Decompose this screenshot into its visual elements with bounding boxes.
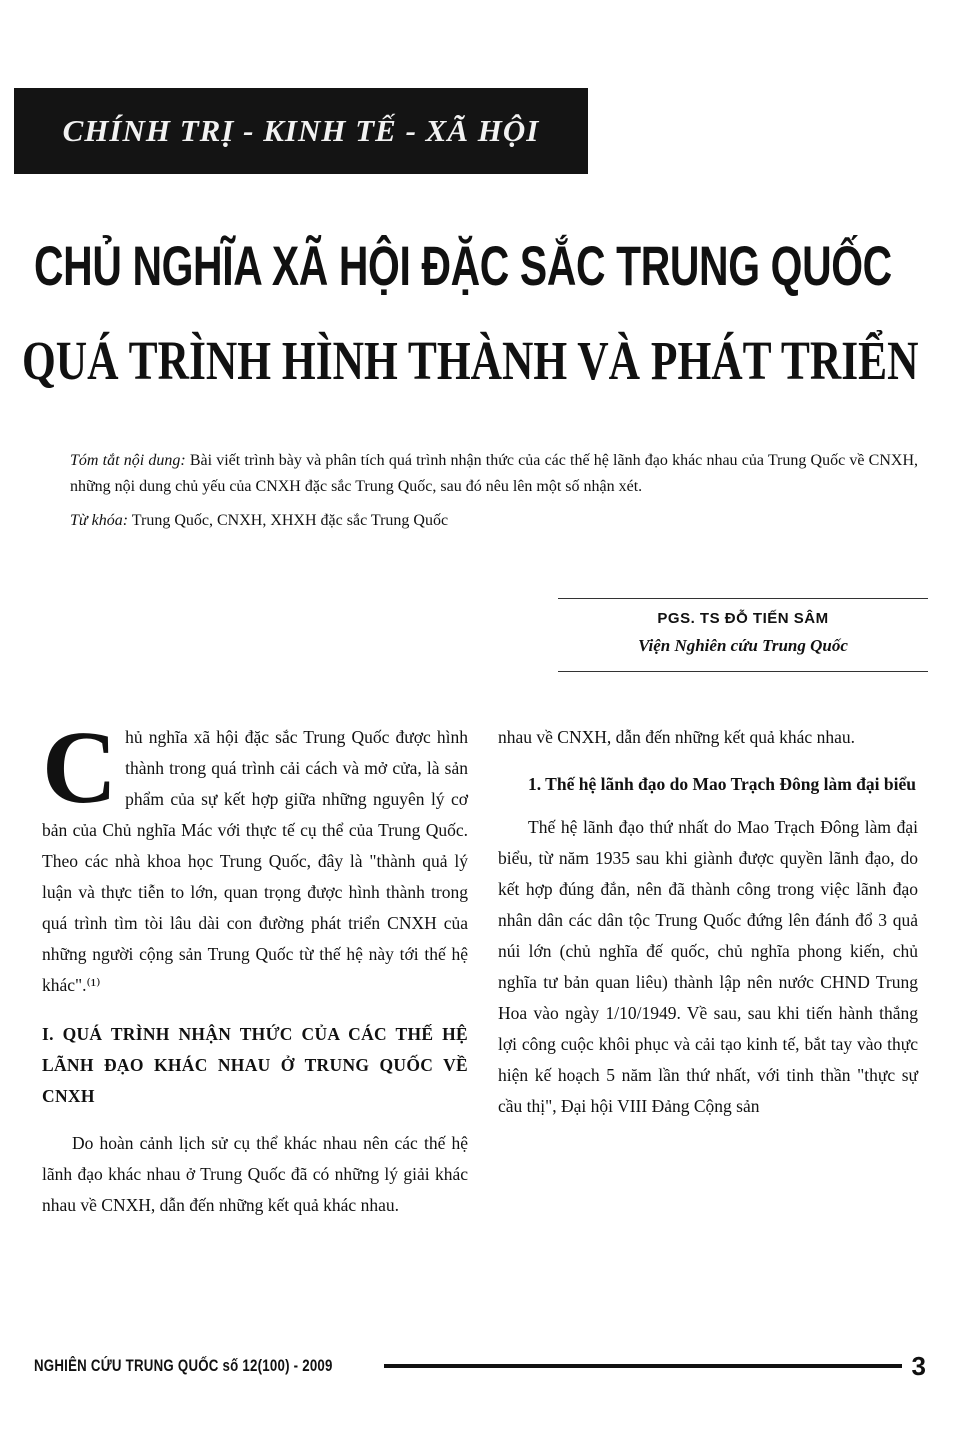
abstract-block	[70, 448, 918, 534]
author-institution: Viện Nghiên cứu Trung Quốc	[638, 636, 848, 655]
intro-text: hủ nghĩa xã hội đặc sắc Trung Quốc được hình thành trong quá trình cải cách và mở cửa, là sản phẩm của sự kết hợp giữa những nguyên lý cơ bản của Chủ nghĩa Mác với thực tế cụ thể của Trung Quốc. Theo các nhà khoa học Trung Quốc, đây là "thành quả lý luận và thực tiễn to lớn, quan trọng được hình thành trong quá trình tìm tòi lâu dài con đường phát triển CNXH của những người cộng sản Trung Quốc từ thế hệ này tới thế hệ khác".⁽¹⁾	[42, 727, 468, 995]
footer-rule	[384, 1364, 902, 1368]
journal-name: NGHIÊN CỨU TRUNG QUỐC số 12(100) - 2009	[34, 1356, 333, 1375]
article-title-line2: QUÁ TRÌNH HÌNH THÀNH VÀ PHÁT TRIỂN	[22, 330, 919, 391]
abstract-text: Bài viết trình bày và phân tích quá trình nhận thức của các thế hệ lãnh đạo khác nhau của Trung Quốc về CNXH, những nội dung chủ yếu của CNXH đặc sắc Trung Quốc, sau đó nêu lên một số nhận xét.	[70, 452, 918, 495]
article-title-line1: CHỦ NGHĨA XÃ HỘI ĐẶC SẮC TRUNG QUỐC	[34, 234, 892, 297]
intro-paragraph	[42, 710, 468, 1001]
body-column-left	[42, 710, 468, 1221]
page-footer	[34, 1348, 926, 1384]
subsection-heading-1: 1. Thế hệ lãnh đạo do Mao Trạch Đông làm đại biểu	[528, 774, 916, 794]
paragraph-2-continued: nhau về CNXH, dẫn đến những kết quả khác nhau.	[498, 727, 855, 747]
author-name: PGS. TS ĐỖ TIẾN SÂM	[657, 610, 829, 627]
paragraph-2: Do hoàn cảnh lịch sử cụ thể khác nhau nên các thế hệ lãnh đạo khác nhau ở Trung Quốc đã có những lý giải khác nhau về CNXH, dẫn đến những kết quả khác nhau.	[42, 1133, 468, 1215]
page-number: 3	[911, 1350, 926, 1381]
abstract	[70, 448, 918, 500]
abstract-label: Tóm tắt nội dung:	[70, 452, 186, 469]
keywords-text: Trung Quốc, CNXH, XHXH đặc sắc Trung Quốc	[131, 512, 449, 529]
keywords-label: Từ khóa:	[70, 512, 129, 529]
drop-cap: C	[42, 710, 118, 825]
paragraph-3: Thế hệ lãnh đạo thứ nhất do Mao Trạch Đông làm đại biểu, từ năm 1935 sau khi giành được quyền lãnh đạo, do kết hợp đúng đắn, nên đã thành công trong việc lãnh đạo nhân dân các dân tộc Trung Quốc đứng lên đánh đổ 3 quả núi lớn (chủ nghĩa đế quốc, chủ nghĩa phong kiến, chủ nghĩa tư bản quan liêu) thành lập nên nước CHND Trung Hoa vào ngày 1/10/1949. Về sau, sau khi tiến hành thắng lợi công cuộc khôi phục và cải tạo kinh tế, bắt tay vào thực hiện kế hoạch 5 năm lần thứ nhất, với tinh thần "thực sự cầu thị", Đại hội VIII Đảng Cộng sản	[498, 817, 918, 1116]
body-column-right	[498, 722, 918, 1122]
keywords	[70, 508, 918, 534]
author-box	[558, 598, 928, 672]
section-heading-1: I. QUÁ TRÌNH NHẬN THỨC CỦA CÁC THẾ HỆ LÃNH ĐẠO KHÁC NHAU Ở TRUNG QUỐC VỀ CNXH	[42, 1024, 468, 1106]
section-label: CHÍNH TRỊ - KINH TẾ - XÃ HỘI	[62, 113, 540, 148]
section-banner	[14, 88, 588, 174]
